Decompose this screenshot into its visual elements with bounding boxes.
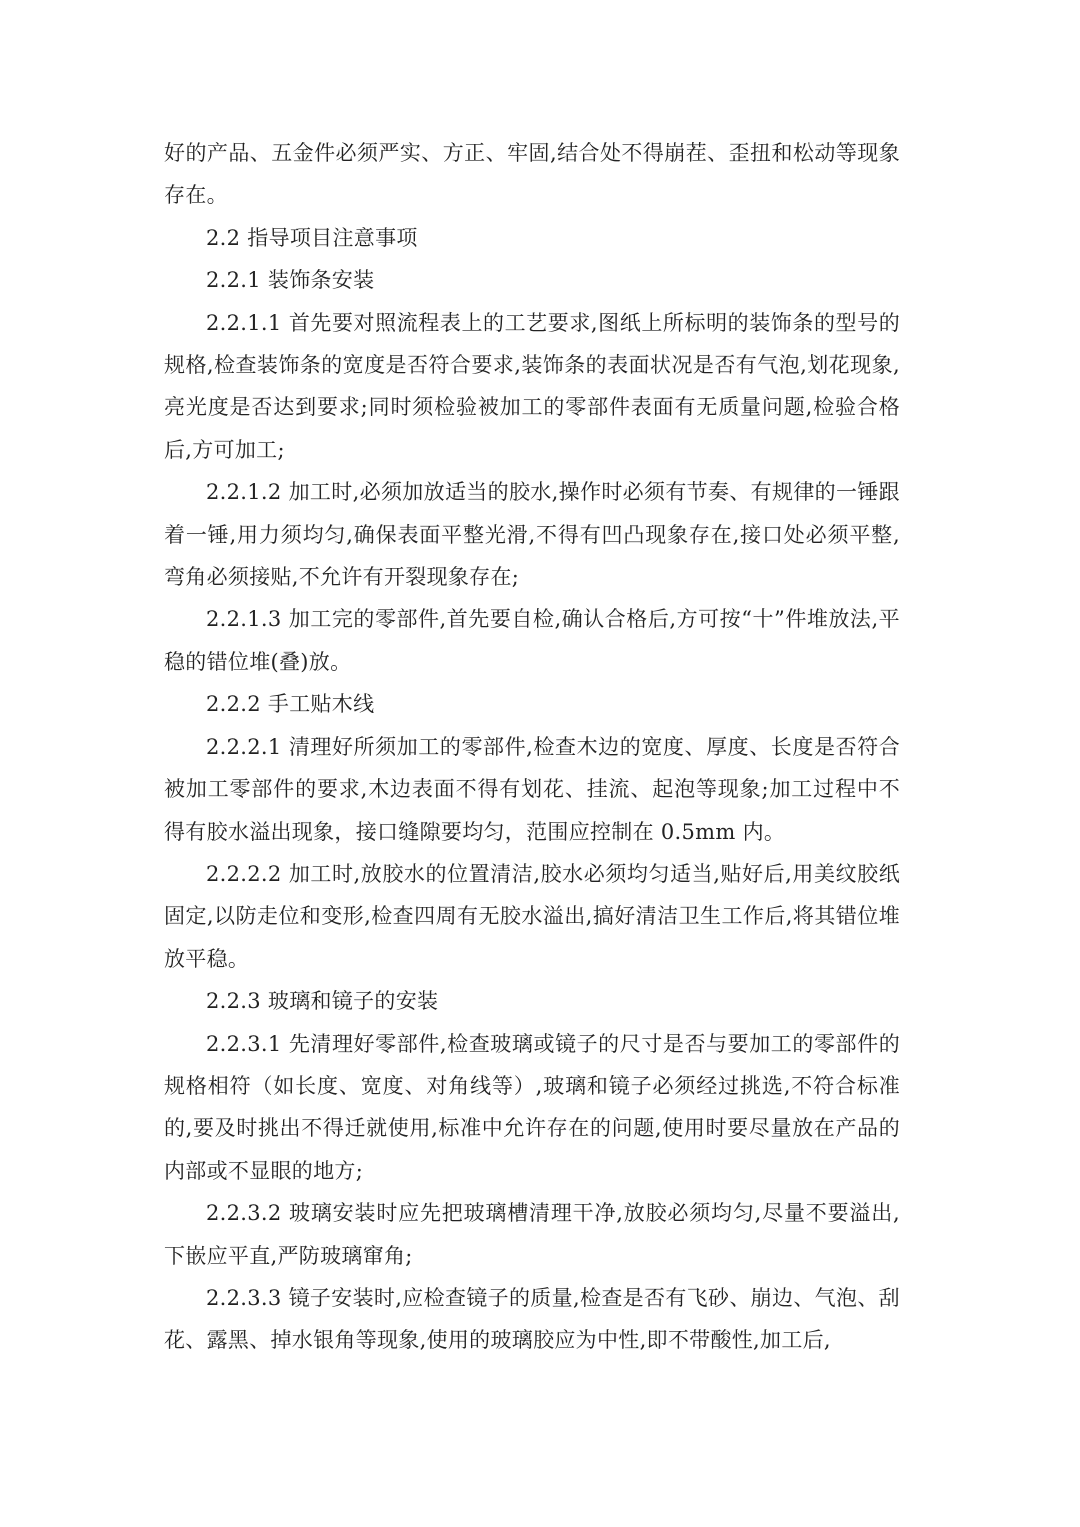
paragraph-2-2-2-2: 2.2.2.2 加工时,放胶水的位置清洁,胶水必须均匀适当,贴好后,用美纹胶纸固定,以防走位和变形,检查四周有无胶水溢出,搞好清洁卫生工作后,将其错位堆放平稳。 [164,861,900,971]
heading-2-2: 2.2 指导项目注意事项 [206,225,418,250]
paragraph-2-2-3-2: 2.2.3.2 玻璃安装时应先把玻璃槽清理干净,放胶必须均匀,尽量不要溢出,下嵌应平直,严防玻璃窜角; [164,1201,900,1268]
paragraph-2-2-1-1: 2.2.1.1 首先要对照流程表上的工艺要求,图纸上所标明的装饰条的型号的规格,检查装饰条的宽度是否符合要求,装饰条的表面状况是否有气泡,划花现象,亮光度是否达到要求;同时须检验被加工的零部件表面有无质量问题,检验合格后,方可加工; [164,310,900,462]
paragraph-2-2-2-1: 2.2.2.1 清理好所须加工的零部件,检查木边的宽度、厚度、长度是否符合被加工零部件的要求,木边表面不得有划花、挂流、起泡等现象;加工过程中不得有胶水溢出现象，接口缝隙要均匀，范围应控制在 0.5mm 内。 [164,734,900,844]
paragraph-continuation: 好的产品、五金件必须严实、方正、牢固,结合处不得崩茬、歪扭和松动等现象存在。 [164,141,900,208]
heading-2-2-1: 2.2.1 装饰条安装 [206,268,375,293]
paragraph-2-2-1-2: 2.2.1.2 加工时,必须加放适当的胶水,操作时必须有节奏、有规律的一锤跟着一锤,用力须均匀,确保表面平整光滑,不得有凹凸现象存在,接口处必须平整,弯角必须接贴,不允许有开裂现象存在; [164,480,900,590]
document-body [164,132,900,1362]
paragraph-2-2-1-3: 2.2.1.3 加工完的零部件,首先要自检,确认合格后,方可按“十”件堆放法,平稳的错位堆(叠)放。 [164,607,900,674]
paragraph-2-2-3-3: 2.2.3.3 镜子安装时,应检查镜子的质量,检查是否有飞砂、崩边、气泡、刮花、露黑、掉水银角等现象,使用的玻璃胶应为中性,即不带酸性,加工后, [164,1285,900,1353]
heading-2-2-3: 2.2.3 玻璃和镜子的安装 [206,989,439,1014]
heading-2-2-2: 2.2.2 手工贴木线 [206,692,375,717]
paragraph-2-2-3-1: 2.2.3.1 先清理好零部件,检查玻璃或镜子的尺寸是否与要加工的零部件的规格相符（如长度、宽度、对角线等）,玻璃和镜子必须经过挑选,不符合标准的,要及时挑出不得迁就使用,标准中允许存在的问题,使用时要尽量放在产品的内部或不显眼的地方; [164,1031,900,1183]
